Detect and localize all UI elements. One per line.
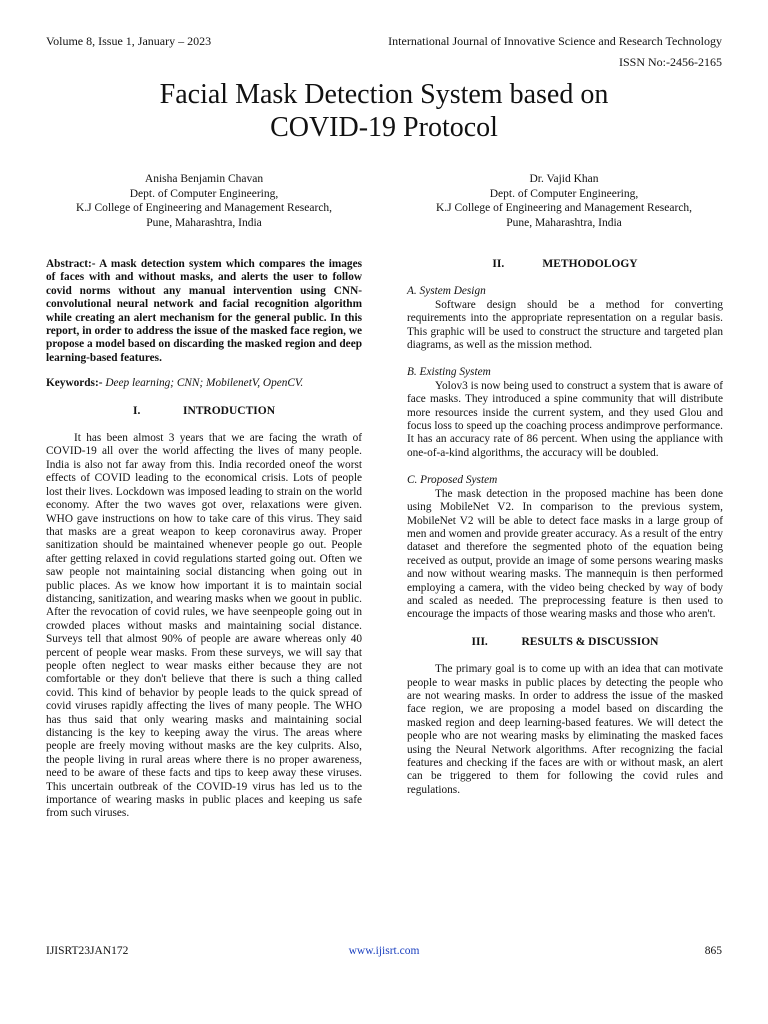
author-block-2 bbox=[404, 172, 724, 230]
footer-page-number: 865 bbox=[704, 945, 722, 957]
author-college: K.J College of Engineering and Management Research, bbox=[435, 202, 693, 214]
section-heading-results bbox=[407, 636, 723, 649]
title-line-1: Facial Mask Detection System based on bbox=[159, 79, 609, 110]
author-location: Pune, Maharashtra, India bbox=[146, 216, 262, 229]
author-name: Dr. Vajid Khan bbox=[529, 173, 599, 185]
section-heading-methodology bbox=[407, 258, 723, 271]
subsection-body: Yolov3 is now being used to construct a system that is aware of face masks. They introduced a spine community that will distribute more resources inside the current system, and they used Glou and focus loss to speed up the coaching process andimprove performance. It has an accuracy rate of 86 percent. When using the appliance with one-of-a-kind algorithms, the accuracy will be doubled. bbox=[407, 379, 723, 459]
author-dept: Dept. of Computer Engineering, bbox=[489, 187, 639, 200]
subsection-title: A. System Design bbox=[407, 285, 486, 298]
footer-url-link[interactable]: www.ijisrt.com bbox=[348, 945, 420, 957]
section-number: II. bbox=[492, 258, 505, 270]
section-title: INTRODUCTION bbox=[182, 404, 275, 417]
section-heading-introduction bbox=[46, 405, 362, 418]
abstract: Abstract:- A mask detection system which compares the images of faces with and without masks, and alerts the user to follow covid norms without any manual intervention using CNN-convolutional neural network and facial recognition algorithm while creating an alert mechanism for the general public. In this report, in order to address the issue of the masked face region, we propose a model based on discarding the masked region and deep learning-based features. bbox=[46, 258, 362, 364]
introduction-body: It has been almost 3 years that we are facing the wrath of COVID-19 all over the world affecting the lives of many people. India is also not far away from this. India recorded oneof the worst effects of COVID leading to the economical crisis. Lots of people lost their lives. Lockdown was imposed leading to strain on the world economy. After the two waves got over, relaxations were given. WHO gave instructions on how to take care of this virus. They said that masks are a great weapon to keep coronavirus away. Proper sanitization should be maintained whenever people go out. People after getting relaxed in covid regulations started going out. Often we saw people not maintaining social distancing when going out in public places. As we know how important it is to maintain social distancing, sanitization, and wearing masks when we goout in public. After the revocation of covid rules, we have seenpeople going out in crowded places without masks and maintaining social distance. Surveys tell that almost 90% of people are aware whereas only 40 percent of people wear masks. From these surveys, we will say that people often neglect to wear masks either because they are not comfortable or they don't believe that there is such a thing called covid. This kind of behavior by people leads to the quick spread of covid viruses rapidly affecting the lives of many people. The WHO has thus said that only wearing masks and maintaining social distancing is the key to keeping away the virus. The areas where people are freely moving without masks are the key culprits. Also, the people living in rural areas where there is no proper awareness, need to be aware of these facts and tips to keep away these viruses. This uncertain outbreak of the COVID-19 virus has led us to the importance of wearing masks in public places and keeping us safe from such viruses. bbox=[46, 432, 362, 820]
right-column bbox=[407, 258, 723, 797]
author-name: Anisha Benjamin Chavan bbox=[144, 173, 264, 185]
section-title: RESULTS & DISCUSSION bbox=[521, 635, 659, 648]
subsection-body: The mask detection in the proposed machine has been done using MobileNet V2. In comparison to the previous system, MobileNet V2 will be able to detect face masks in a large group of men and women and provide greater accuracy. As a result of the entry dataset and therefore the segmented photo of the equation being received as output, provide an image of some persons wearing masks and now without wearing masks. The mannequin is then performed employing a camera, with the video being checked by way of body and scaled as needed. The preprocessing feature is then used to encourage the impacts of those wearing masks and those who aren't. bbox=[407, 487, 723, 621]
keywords-label: Keywords:- bbox=[46, 377, 103, 390]
header-volume: Volume 8, Issue 1, January – 2023 bbox=[46, 34, 212, 48]
author-college: K.J College of Engineering and Management Research, bbox=[75, 202, 333, 214]
keywords bbox=[46, 377, 362, 390]
left-column bbox=[46, 258, 362, 821]
author-block-1 bbox=[44, 172, 364, 230]
title-line-2: COVID-19 Protocol bbox=[270, 112, 498, 143]
subsection-body: Software design should be a method for converting requirements into the appropriate representation on a regular basis. This graphic will be used to construct the structure and targeted plan diagrams, as well as the mission method. bbox=[407, 298, 723, 352]
paper-title bbox=[0, 78, 768, 144]
section-number: I. bbox=[132, 404, 141, 417]
subsection-title: C. Proposed System bbox=[407, 474, 498, 487]
subsection-title: B. Existing System bbox=[407, 366, 491, 379]
footer-code: IJISRT23JAN172 bbox=[46, 945, 129, 957]
keywords-text: Deep learning; CNN; MobilenetV, OpenCV. bbox=[105, 377, 304, 390]
section-number: III. bbox=[471, 635, 488, 648]
author-location: Pune, Maharashtra, India bbox=[506, 216, 622, 229]
header-journal: International Journal of Innovative Science and Research Technology bbox=[388, 34, 722, 48]
section-title: METHODOLOGY bbox=[542, 258, 638, 270]
results-body: The primary goal is to come up with an idea that can motivate people to wear masks in public places by detecting the people who are not wearing masks. In order to address the issue of the masked face region, we are proposing a model based on discarding the masked region and deep learning-based features. We will detect the people who are not wearing masks by eliminating the masked faces using the Neural Network algorithms. After recognizing the facial features and checking if the faces are with or without mask, an alert can be triggered to them for following the covid rules and regulations. bbox=[407, 663, 723, 796]
author-dept: Dept. of Computer Engineering, bbox=[129, 187, 279, 200]
header-issn: ISSN No:-2456-2165 bbox=[618, 55, 722, 69]
